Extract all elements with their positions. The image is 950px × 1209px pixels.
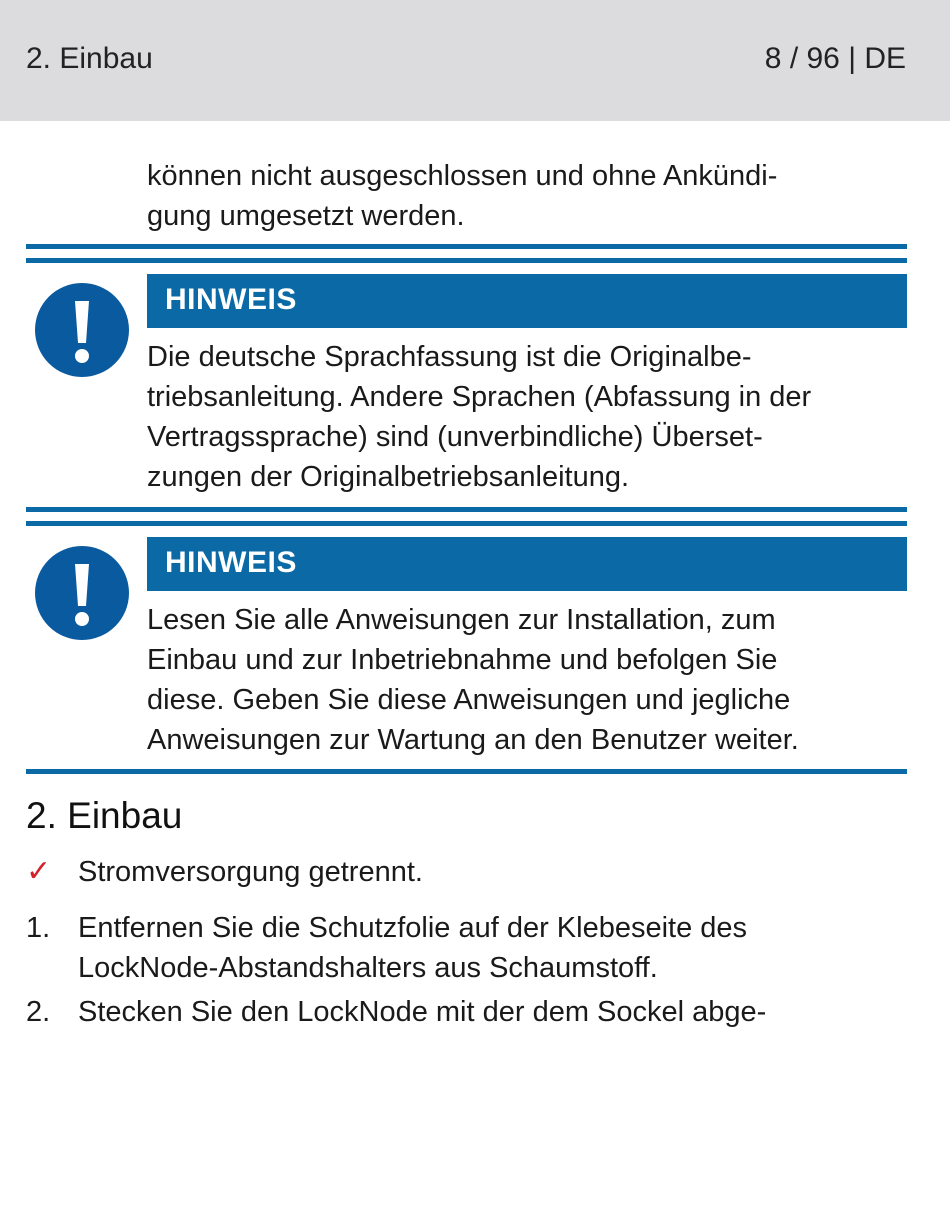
- header-page-number: 8 / 96 | DE: [764, 42, 906, 75]
- notice-line: diese. Geben Sie diese Anweisungen und jegliche: [147, 684, 791, 716]
- notice-line: zungen der Originalbetriebsanleitung.: [147, 461, 630, 493]
- step-text: [78, 992, 898, 1032]
- notice-line: Anweisungen zur Wartung an den Benutzer weiter.: [147, 724, 799, 756]
- checkmark-icon: ✓: [26, 855, 52, 888]
- notice-top-rule: [26, 507, 907, 512]
- notice-line: Vertragssprache) sind (unverbindliche) Überset-: [147, 421, 763, 453]
- exclamation-icon: [35, 283, 129, 377]
- notice-top-rule: [26, 521, 907, 526]
- notice-top-rule: [26, 258, 907, 263]
- step-text: [78, 908, 898, 988]
- header-section-title: 2. Einbau: [26, 42, 153, 75]
- intro-paragraph: [147, 156, 907, 236]
- step-line: LockNode-Abstandshalters aus Schaumstoff.: [78, 952, 658, 984]
- intro-line: können nicht ausgeschlossen und ohne Ankündi-: [147, 160, 778, 192]
- intro-line: gung umgesetzt werden.: [147, 200, 465, 232]
- notice-line: Einbau und zur Inbetriebnahme und befolgen Sie: [147, 644, 778, 676]
- step-number: 1.: [26, 912, 51, 944]
- notice-body: [147, 600, 907, 760]
- step-line: Entfernen Sie die Schutzfolie auf der Klebeseite des: [78, 912, 748, 944]
- notice-top-rule: [26, 244, 907, 249]
- prerequisite-text: Stromversorgung getrennt.: [78, 856, 423, 888]
- section-heading: 2. Einbau: [26, 795, 183, 836]
- exclamation-icon: [35, 546, 129, 640]
- notice-body: [147, 337, 907, 497]
- notice-line: Lesen Sie alle Anweisungen zur Installation, zum: [147, 604, 776, 636]
- step-number: 2.: [26, 996, 51, 1028]
- page-header: [0, 0, 950, 121]
- step-line: Stecken Sie den LockNode mit der dem Sockel abge-: [78, 996, 767, 1028]
- notice-title: HINWEIS: [165, 283, 297, 316]
- notice-title-bar: [147, 537, 907, 591]
- notice-title: HINWEIS: [165, 546, 297, 579]
- notice-line: triebsanleitung. Andere Sprachen (Abfassung in der: [147, 381, 812, 413]
- notice-bottom-rule: [26, 769, 907, 774]
- notice-title-bar: [147, 274, 907, 328]
- notice-line: Die deutsche Sprachfassung ist die Originalbe-: [147, 341, 752, 373]
